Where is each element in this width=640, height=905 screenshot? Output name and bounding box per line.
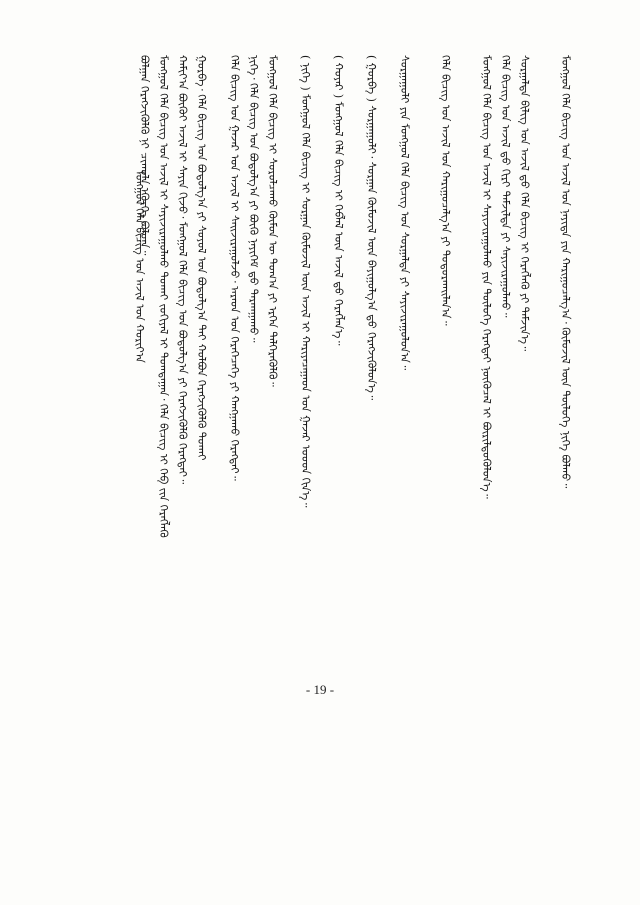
text-line: ( ᠭᠤᠷᠪᠠ ) ᠰᠤᠷᠭᠠᠭᠤᠯᠢ᠂ ᠰᠤᠷᠭᠠᠨ ᠬᠦᠮᠦᠵᠢᠯ ᠦᠨ ᠪᠠᠶᠢᠭᠤᠯᠭ᠎ᠠ ᠳ᠋ᠤ ᠬᠡᠷᠡᠭᠵᠢᠭᠦᠯᠦᠨ᠎ᠡ᠃ <box>365 55 378 401</box>
text-line: ᠨᠢᠭᠡ᠂ ᠬᠡᠯᠡ ᠪᠢᠴᠢᠭ ᠤᠨ ᠪᠣᠳᠣᠯᠭ᠎ᠠ ᠶᠢ ᠪᠦᠬᠦ ᠨᠡᠶᠢᠭᠡᠮ ᠳ᠋ᠤ ᠲᠠᠷᠬᠠᠭᠠᠬᠤ᠃ <box>247 55 260 343</box>
text-line: ᠮᠣᠩᠭᠣᠯ ᠬᠡᠯᠡ ᠪᠢᠴᠢᠭ ᠢ ᠰᠤᠷᠤᠯᠴᠠᠬᠤ ᠬᠦᠮᠦᠨ ᠦ ᠲᠣᠭ᠎ᠠ ᠶᠢ ᠡᠷᠭᠡᠨ ᠲᠡᠯᠭᠡᠷᠡᠭᠦᠯᠬᠦ᠃ <box>266 55 279 387</box>
signature-line: ᠮᠣᠩᠭᠣᠯ ᠬᠡᠯᠡ ᠪᠢᠴᠢᠭ ᠤᠨ ᠠᠵᠢᠯ ᠤᠨ ᠬᠣᠷᠢᠶ᠎ᠠ <box>133 170 146 363</box>
text-line: ᠪᠣᠯᠭᠠᠨ ᠬᠡᠷᠡᠭᠵᠢᠭᠦᠯᠬᠦ ᠨᠢ ᠴᠢᠬᠤᠯᠠ ᠡᠭᠦᠷᠭᠡ ᠪᠣᠯᠤᠨᠠ᠃ <box>138 55 151 256</box>
text-line: ᠬᠡᠯᠡ ᠪᠢᠴᠢᠭ ᠤᠨ ᠠᠵᠢᠯ ᠳ᠋ᠤ ᠬᠢᠷᠢ ᠳᠠᠮᠵᠢᠯᠲᠠ ᠶᠢ ᠰᠠᠶᠢᠵᠢᠷᠠᠭᠤᠯᠬᠤ᠃ <box>499 55 512 318</box>
page-number: - 19 - <box>305 682 335 697</box>
text-line: ᠰᠤᠷᠭᠠᠭᠤᠯᠢ ᠶᠢᠨ ᠮᠣᠩᠭᠣᠯ ᠬᠡᠯᠡ ᠪᠢᠴᠢᠭ ᠤᠨ ᠰᠤᠷᠭᠠᠯᠲᠠ ᠶᠢ ᠰᠠᠶᠢᠵᠢᠷᠠᠭᠤᠯᠤᠨ᠎ᠠ᠃ <box>398 55 411 371</box>
text-line: ᠰᠤᠷᠭᠠᠯᠲᠠ ᠪᠢᠯᠢᠭ ᠤᠨ ᠠᠵᠢᠯ ᠳ᠋ᠤ ᠬᠡᠯᠡ ᠪᠢᠴᠢᠭ ᠢ ᠬᠡᠷᠡᠭᠯᠡᠬᠦ ᠶᠢ ᠳᠡᠮᠵᠢᠨ᠎ᠡ᠃ <box>518 55 531 352</box>
vertical-text-body <box>135 55 572 655</box>
text-line: ᠬᠡᠯᠡ ᠪᠢᠴᠢᠭ ᠤᠨ ᠠᠵᠢᠯ ᠤᠨ ᠬᠠᠷᠢᠭᠤᠴᠠᠯᠭ᠎ᠠ ᠶᠢ ᠲᠣᠳᠣᠷᠬᠠᠢᠯᠠᠨ᠎ᠠ᠃ <box>439 55 452 326</box>
text-line: ᠭᠤᠷᠪᠠ᠂ ᠬᠡᠯᠡ ᠪᠢᠴᠢᠭ ᠤᠨ ᠪᠣᠳᠣᠯᠭ᠎ᠠ ᠶᠢ ᠰᠣᠶᠣᠯ ᠤᠨ ᠪᠣᠳᠣᠯᠭ᠎ᠠ ᠲᠠᠢ ᠬᠣᠯᠪᠣᠨ ᠬᠡᠷᠡᠭᠵᠢᠭᠦᠯᠬᠦ ᠲᠤᠬᠠᠢ <box>195 55 208 461</box>
text-line: ᠬᠠᠮᠢᠶ᠎ᠠ ᠪᠦᠬᠦᠢ ᠠᠵᠢᠯ ᠢ ᠰᠠᠶᠢᠨ ᠬᠢᠵᠦ᠂ ᠮᠣᠩᠭᠣᠯ ᠬᠡᠯᠡ ᠪᠢᠴᠢᠭ ᠤᠨ ᠪᠣᠳᠣᠯᠭ᠎ᠠ ᠶᠢ ᠬᠡᠷᠡᠭᠵᠢᠭᠦᠯᠬᠦ ᠬᠡᠷᠡᠭᠲᠡᠢ᠃ <box>176 55 189 485</box>
text-line: ᠬᠡᠯᠡ ᠪᠢᠴᠢᠭ ᠤᠨ ᠭᠠᠵᠠᠷ ᠤᠨ ᠠᠵᠢᠯ ᠢ ᠰᠠᠢᠵᠢᠷᠠᠭᠤᠯᠵᠤ᠂ ᠠᠷᠠᠳ ᠤᠨ ᠬᠡᠷᠡᠭᠡᠴᠡᠭᠡ ᠶᠢ ᠬᠠᠩᠭᠠᠬᠤ ᠬᠡᠷᠡᠭᠲᠡᠢ᠃ <box>228 55 241 481</box>
text-line: ᠮᠣᠩᠭᠣᠯ ᠬᠡᠯᠡ ᠪᠢᠴᠢᠭ ᠤᠨ ᠠᠵᠢᠯ ᠢ ᠰᠠᠶᠢᠵᠢᠷᠠᠭᠤᠯᠬᠤ ᠲᠤᠬᠠᠢ ᠵᠣᠬᠢᠶᠠᠯ ᠢ ᠲᠣᠭᠲᠠᠭᠠᠨ᠂ ᠬᠡᠯᠡ ᠪᠢᠴᠢᠭ ᠢ ᠬᠡᠪ ᠵᠢᠨ ᠬᠡᠷᠡᠭᠯᠡᠬᠦ <box>157 55 170 538</box>
text-line: ( ᠨᠢᠭᠡ ) ᠮᠣᠩᠭᠣᠯ ᠬᠡᠯᠡ ᠪᠢᠴᠢᠭ ᠢ ᠰᠤᠷᠭᠠᠨ ᠬᠦᠮᠦᠵᠢᠯ ᠦᠨ ᠠᠵᠢᠯ ᠢ ᠬᠠᠷᠢᠶᠠᠴᠠᠭᠠᠳ ᠤᠨ ᠭᠠᠵᠠᠷ ᠤᠤᠳ ᠬᠢᠨ᠎ᠡ᠃ <box>299 55 312 508</box>
text-line: ᠮᠣᠩᠭᠣᠯ ᠬᠡᠯᠡ ᠪᠢᠴᠢᠭ ᠤᠨ ᠠᠵᠢᠯ ᠢ ᠰᠠᠶᠢᠵᠢᠷᠠᠭᠤᠯᠬᠤ ᠶᠢᠨ ᠲᠥᠯᠥᠭᠡ ᠬᠡᠷᠡᠭᠲᠡᠢ ᠨᠥᠬᠥᠴᠡᠯ ᠢ ᠪᠦᠷᠢᠯᠳᠦᠭᠦᠯᠦᠨ᠎ᠡ᠃ <box>480 55 493 499</box>
text-line: ( ᠬᠣᠶᠠᠷ ) ᠮᠣᠩᠭᠣᠯ ᠬᠡᠯᠡ ᠪᠢᠴᠢᠭ ᠢ ᠬᠡᠪᠯᠡᠯ ᠦᠨ ᠠᠵᠢᠯ ᠳ᠋ᠤ ᠬᠡᠷᠡᠭᠯᠡᠨ᠎ᠡ᠃ <box>332 55 345 346</box>
text-line: ᠮᠣᠩᠭᠣᠯ ᠬᠡᠯᠡ ᠪᠢᠴᠢᠭ ᠤᠨ ᠠᠵᠢᠯ ᠤᠨ ᠨᠡᠶᠢᠲᠡ ᠶᠢᠨ ᠬᠠᠷᠢᠭᠤᠴᠠᠯᠭ᠎ᠠ᠂ ᠬᠦᠮᠦᠵᠢᠯ ᠦᠨ ᠲᠥᠯᠥᠭᠡ ᠨᠢᠭᠡ ᠪᠣᠯᠬᠤ᠃ <box>559 55 572 489</box>
